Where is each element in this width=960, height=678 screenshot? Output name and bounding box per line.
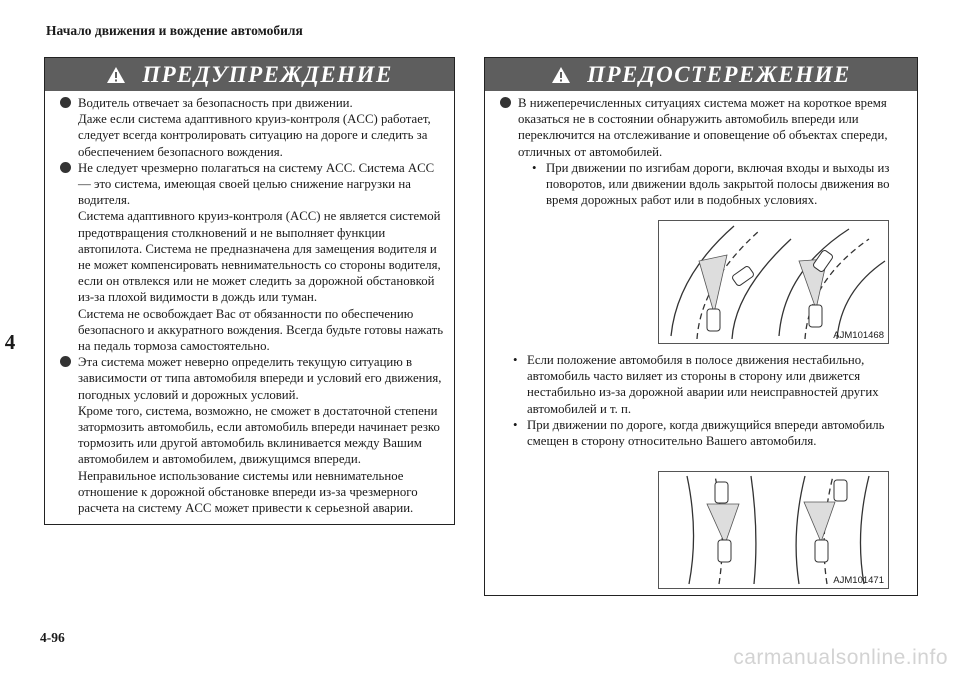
figure-label: AJM101468 xyxy=(833,330,884,341)
warning-triangle-icon xyxy=(106,66,126,84)
dot-icon: • xyxy=(532,160,537,175)
paragraph: Неправильное использование системы или невнимательное отношение к дорожной обстановке впереди из-за чрезмерного расчета на систему ACC может привести к серьезной аварии. xyxy=(78,468,418,516)
sub-bullet-text: При движении по дороге, когда движущийся впереди автомобиль смещен в сторону относительно Вашего автомобиля. xyxy=(527,417,885,449)
sub-bullet-text: При движении по изгибам дороги, включая входы и выходы из поворотов, или движении вдоль закрытой полосы движения во время дорожных работ или в подобных условиях. xyxy=(546,160,890,208)
sub-bullet xyxy=(518,160,909,209)
paragraph: Эта система может неверно определить текущую ситуацию в зависимости от типа автомобиля впереди и условий его движения, погодных условий и дорожных условий. xyxy=(78,355,442,402)
curved-road-illustration xyxy=(659,221,888,343)
caution-body xyxy=(485,91,917,208)
figure-label: AJM101471 xyxy=(833,575,884,586)
warning-title-bar xyxy=(45,58,454,91)
warning-title: ПРЕДУПРЕЖДЕНИЕ xyxy=(142,61,393,87)
caution-second-list xyxy=(499,352,899,449)
sub-bullet-text: Если положение автомобиля в полосе движения нестабильно, автомобиль часто виляет из стороны в сторону или движется нестабильно из-за дорожной аварии или неисправностей других автомобилей и т. п. xyxy=(527,353,879,416)
paragraph: Даже если система адаптивного круиз-контроля (ACC) работает, следует всегда контролировать ситуацию на дороге и следить за обеспечением безопасного вождения. xyxy=(78,112,431,159)
sub-bullet xyxy=(499,417,899,449)
warning-triangle-icon xyxy=(551,66,571,84)
warning-body xyxy=(45,91,454,516)
caution-title-bar xyxy=(485,58,917,91)
lane-offset-illustration xyxy=(659,472,888,588)
paragraph: Не следует чрезмерно полагаться на систему ACC. Система ACC — это система, имеющая своей целью снижение нагрузки на водителя. xyxy=(78,160,435,208)
warning-box xyxy=(44,57,455,525)
paragraph: Система адаптивного круиз-контроля (ACC) не является системой предотвращения столкновений и не выполняет функции автопилота. Система не предназначена для замещения водителя и не может компенсировать невнимательность со стороны водителя, если он отвлекся или не может следить за дорожной обстановкой из-за плохой видимости в дождь или туман. xyxy=(78,209,441,305)
sub-bullet xyxy=(499,352,899,417)
warning-item xyxy=(59,354,446,516)
figure-curved-road xyxy=(658,220,889,344)
page-number: 4-96 xyxy=(40,630,65,645)
watermark: carmanualsonline.info xyxy=(733,646,948,669)
chapter-tab: 4 xyxy=(4,329,16,354)
bullet-icon xyxy=(60,162,71,173)
caution-item xyxy=(499,95,909,208)
caution-title: ПРЕДОСТЕРЕЖЕНИЕ xyxy=(587,61,851,87)
bullet-icon xyxy=(60,97,71,108)
dot-icon: • xyxy=(513,353,518,367)
warning-item xyxy=(59,95,446,160)
dot-icon: • xyxy=(513,417,518,432)
warning-item xyxy=(59,160,446,354)
bullet-icon xyxy=(500,97,511,108)
bullet-icon xyxy=(60,356,71,367)
paragraph: Система не освобождает Вас от обязанности по обеспечению безопасного и аккуратного вождения. Всегда будьте готовы нажать на педаль тормоза самостоятельно. xyxy=(78,306,444,354)
figure-lane-offset xyxy=(658,471,889,589)
paragraph: В нижеперечисленных ситуациях система может на короткое время оказаться не в состоянии обнаружить автомобиль впереди или переключится на отслеживание и оповещение об объектах спереди, отличных от автомобилей. xyxy=(518,96,888,159)
paragraph: Водитель отвечает за безопасность при движении. xyxy=(78,96,353,110)
page-header: Начало движения и вождение автомобиля xyxy=(46,23,303,38)
paragraph: Кроме того, система, возможно, не сможет в достаточной степени затормозить автомобиль, если автомобиль впереди начинает резко тормозить или другой автомобиль вклинивается между Вашим автомобилем и автомобилем, движущимся впереди. xyxy=(78,403,440,467)
